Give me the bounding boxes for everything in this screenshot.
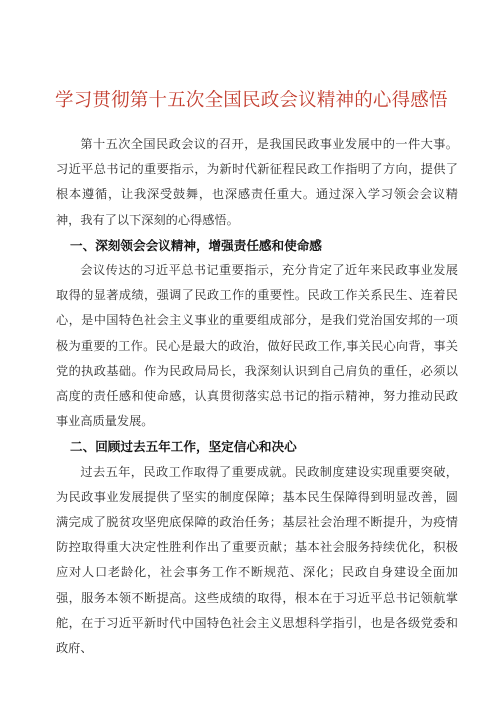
document-title: 学习贯彻第十五次全国民政会议精神的心得感悟 [55,90,448,111]
section-paragraph-2: 过去五年，民政工作取得了重要成就。民政制度建设实现重要突破，为民政事业发展提供了坚实的制度保障；基本民生保障得到明显改善，圆满完成了脱贫攻坚兜底保障的政治任务；基层社会治理不断提升，为疫情防控取得重大决定性胜利作出了重要贡献；基本社会服务持续优化，积极应对人口老龄化，社会事务工作不断规范、深化；民政自身建设全面加强，服务本领不断提高。这些成绩的取得，根本在于习近平总书记领航掌舵，在于习近平新时代中国特色社会主义思想科学指引，也是各级党委和政府、 [56,464,458,656]
section-heading-2: 二、回顾过去五年工作，坚定信心和决心 [70,439,297,455]
section-heading-1: 一、深刻领会会议精神，增强责任感和使命感 [70,237,322,253]
intro-paragraph: 第十五次全国民政会议的召开，是我国民政事业发展中的一件大事。习近平总书记的重要指示，为新时代新征程民政工作指明了方向，提供了根本遵循，让我深受鼓舞，也深感责任重大。通过深入学习领会会议精神，我有了以下深刻的心得感悟。 [56,137,458,227]
section-paragraph-1: 会议传达的习近平总书记重要指示，充分肯定了近年来民政事业发展取得的显著成绩，强调了民政工作的重要性。民政工作关系民生、连着民心，是中国特色社会主义事业的重要组成部分，是我们党治国安邦的一项极为重要的工作。民心是最大的政治，做好民政工作,事关民心向背，事关党的执政基础。作为民政局局长，我深刻认识到自己肩负的重任，必须以高度的责任感和使命感，认真贯彻落实总书记的指示精神，努力推动民政事业高质量发展。 [56,263,458,429]
document-body [56,132,458,661]
